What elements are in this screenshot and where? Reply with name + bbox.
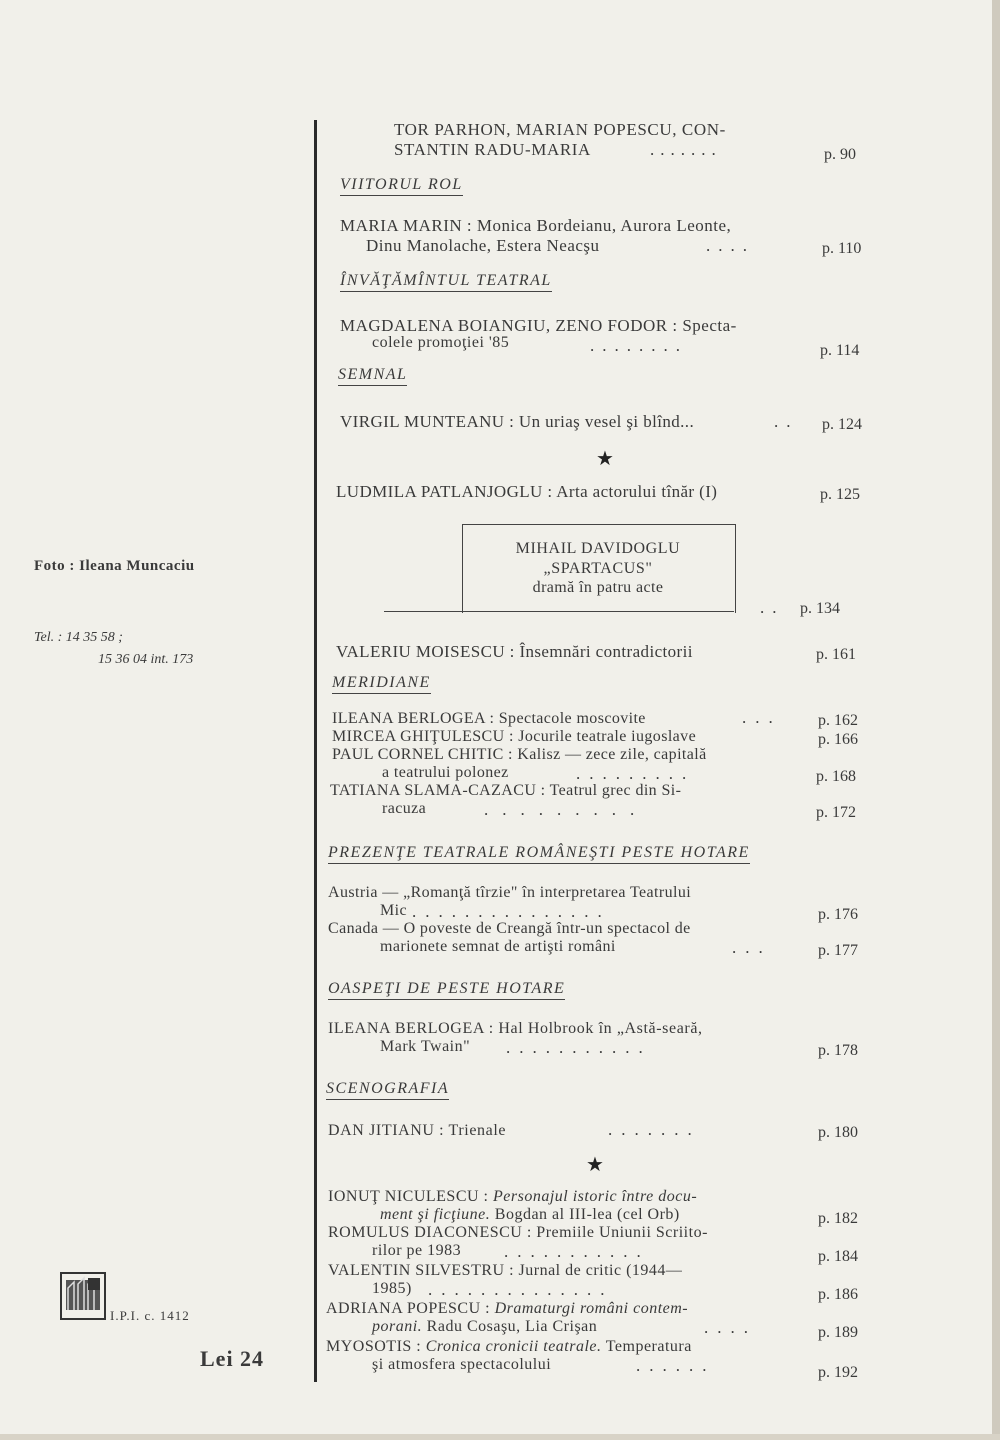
entry-12-page: p. 178 (818, 1042, 858, 1059)
entry-13-leader: ....... (608, 1120, 701, 1139)
entry-0-page: p. 90 (824, 146, 856, 163)
entry-11-line1: Canada — O poveste de Creangă într-un spectacol de (328, 920, 691, 937)
entry-14-author: IONUŢ NICULESCU : (328, 1188, 493, 1205)
entry-18-line1 (326, 1338, 692, 1356)
entry-18-subtitle: Temperatura (601, 1338, 692, 1355)
entry-16-line2: 1985) (372, 1280, 412, 1297)
entry-18-title: Cronica cronicii teatrale. (425, 1338, 602, 1355)
entry-1-leader: .... (706, 236, 755, 255)
entry-2-page: p. 114 (820, 342, 860, 359)
entry-1-page: p. 110 (822, 240, 862, 257)
entry-17-page: p. 189 (818, 1324, 858, 1341)
entry-3-line1: VIRGIL MUNTEANU : Un uriaş vesel şi blînd... (340, 412, 695, 431)
section-prezente: PREZENŢE TEATRALE ROMÂNEŞTI PESTE HOTARE (328, 844, 750, 864)
entry-14-subtitle: Bogdan al III-lea (cel Orb) (490, 1206, 680, 1223)
entry-12-line1: ILEANA BERLOGEA : Hal Holbrook în „Astă-seară, (328, 1020, 703, 1037)
entry-5-line1: VALERIU MOISESCU : Însemnări contradictorii (336, 642, 693, 661)
featured-page: p. 134 (800, 600, 840, 617)
entry-13-line1: DAN JITIANU : Trienale (328, 1122, 507, 1139)
entry-17-title: Dramaturgi români contem- (494, 1300, 689, 1317)
entry-0-line2: STANTIN RADU-MARIA (394, 140, 591, 159)
vertical-divider (314, 120, 317, 1382)
entry-11-page: p. 177 (818, 942, 858, 959)
entry-9-leader: ......... (484, 800, 649, 819)
entry-0-line1: TOR PARHON, MARIAN POPESCU, CON- (394, 120, 726, 139)
entry-4-page: p. 125 (820, 486, 860, 503)
printer-code: I.P.I. c. 1412 (110, 1308, 190, 1323)
entry-17-leader: .... (704, 1318, 757, 1337)
entry-2-line1: MAGDALENA BOIANGIU, ZENO FODOR : Specta- (340, 316, 737, 335)
featured-subtitle: dramă în patru acte (532, 579, 664, 596)
entry-6-page: p. 162 (818, 712, 858, 729)
entry-9-line2: racuza (382, 800, 427, 817)
section-scenografia: SCENOGRAFIA (326, 1080, 449, 1100)
entry-12-leader: ........... (506, 1038, 652, 1057)
entry-1-line2: Dinu Manolache, Estera Neacşu (366, 236, 600, 255)
entry-10-line2: Mic (380, 902, 407, 919)
entry-18-author: MYOSOTIS : (326, 1338, 426, 1355)
section-oaspeti: OASPEŢI DE PESTE HOTARE (328, 980, 565, 1000)
entry-9-line1: TATIANA SLAMA-CAZACU : Teatrul grec din Si- (330, 782, 682, 799)
entry-18-line2: şi atmosfera spectacolului (372, 1356, 552, 1373)
entry-13-page: p. 180 (818, 1124, 858, 1141)
entry-14-title: Personajul istoric între docu- (493, 1188, 698, 1205)
entry-15-page: p. 184 (818, 1248, 858, 1265)
phone-line-1: Tel. : 14 35 58 ; (34, 630, 123, 645)
entry-2-line2: colele promoţiei '85 (372, 334, 510, 351)
section-meridiane: MERIDIANE (332, 674, 431, 694)
entry-11-line2: marionete semnat de artişti români (380, 938, 616, 955)
entry-18-page: p. 192 (818, 1364, 858, 1381)
entry-0-leader: ....... (650, 140, 722, 159)
entry-14-title-cont: ment şi ficţiune. (380, 1206, 491, 1223)
price-label: Lei 24 (200, 1346, 265, 1371)
entry-15-line1: ROMULUS DIACONESCU : Premiile Uniunii Scriito- (328, 1224, 708, 1241)
featured-author: MIHAIL DAVIDOGLU (515, 540, 681, 557)
entry-4-line1: LUDMILA PATLANJOGLU : Arta actorului tînăr (I) (336, 482, 718, 501)
entry-2-leader: ........ (590, 336, 688, 355)
entry-8-line2: a teatrului polonez (382, 764, 509, 781)
section-viitorul-rol: VIITORUL ROL (340, 176, 463, 196)
entry-14-page: p. 182 (818, 1210, 858, 1227)
entry-15-line2: rilor pe 1983 (372, 1242, 462, 1259)
entry-16-leader: .............. (428, 1280, 614, 1299)
entry-12-line2: Mark Twain" (380, 1038, 471, 1055)
star-icon: ★ (586, 1154, 604, 1176)
entry-10-leader: ............... (412, 902, 611, 921)
entry-3-leader: .. (774, 412, 799, 431)
entry-5-page: p. 161 (816, 646, 856, 663)
entry-16-page: p. 186 (818, 1286, 858, 1303)
star-icon: ★ (596, 448, 614, 470)
entry-8-line1: PAUL CORNEL CHITIC : Kalisz — zece zile, capitală (332, 746, 707, 763)
printer-logo-icon (60, 1272, 106, 1320)
entry-17-line1 (326, 1300, 688, 1318)
entry-14-line1 (328, 1188, 697, 1206)
page-edge-right (992, 0, 1000, 1440)
entry-11-leader: ... (732, 938, 772, 957)
phone-line-2: 15 36 04 int. 173 (98, 652, 194, 667)
section-invatamintul-teatral: ÎNVĂŢĂMÎNTUL TEATRAL (340, 272, 552, 292)
featured-play-box-underline (384, 611, 734, 612)
entry-17-author: ADRIANA POPESCU : (326, 1300, 495, 1317)
entry-8-page: p. 168 (816, 768, 856, 785)
entry-7-page: p. 166 (818, 731, 858, 748)
page-edge-bottom (0, 1434, 1000, 1440)
entry-16-line1: VALENTIN SILVESTRU : Jurnal de critic (1944— (328, 1262, 683, 1279)
entry-15-leader: ........... (504, 1242, 650, 1261)
entry-17-title-cont: porani. (372, 1318, 423, 1335)
entry-18-leader: ...... (636, 1356, 716, 1375)
featured-title: „SPARTACUS" (543, 560, 653, 577)
entry-1-line1: MARIA MARIN : Monica Bordeianu, Aurora Leonte, (340, 216, 732, 235)
entry-7-line1: MIRCEA GHIŢULESCU : Jocurile teatrale iugoslave (332, 728, 697, 745)
entry-17-subtitle: Radu Cosaşu, Lia Crişan (422, 1318, 598, 1335)
entry-9-page: p. 172 (816, 804, 856, 821)
entry-17-line2 (372, 1318, 597, 1336)
entry-6-leader: ... (742, 708, 782, 727)
entry-14-line2 (380, 1206, 680, 1224)
entry-6-line1: ILEANA BERLOGEA : Spectacole moscovite (332, 710, 646, 727)
featured-leader: .. (760, 598, 785, 617)
section-semnal: SEMNAL (338, 366, 407, 386)
entry-8-leader: ......... (576, 764, 696, 783)
entry-10-page: p. 176 (818, 906, 858, 923)
entry-10-line1: Austria — „Romanţă tîrzie" în interpretarea Teatrului (328, 884, 692, 901)
entry-3-page: p. 124 (822, 416, 862, 433)
photo-credit: Foto : Ileana Muncaciu (34, 558, 195, 574)
